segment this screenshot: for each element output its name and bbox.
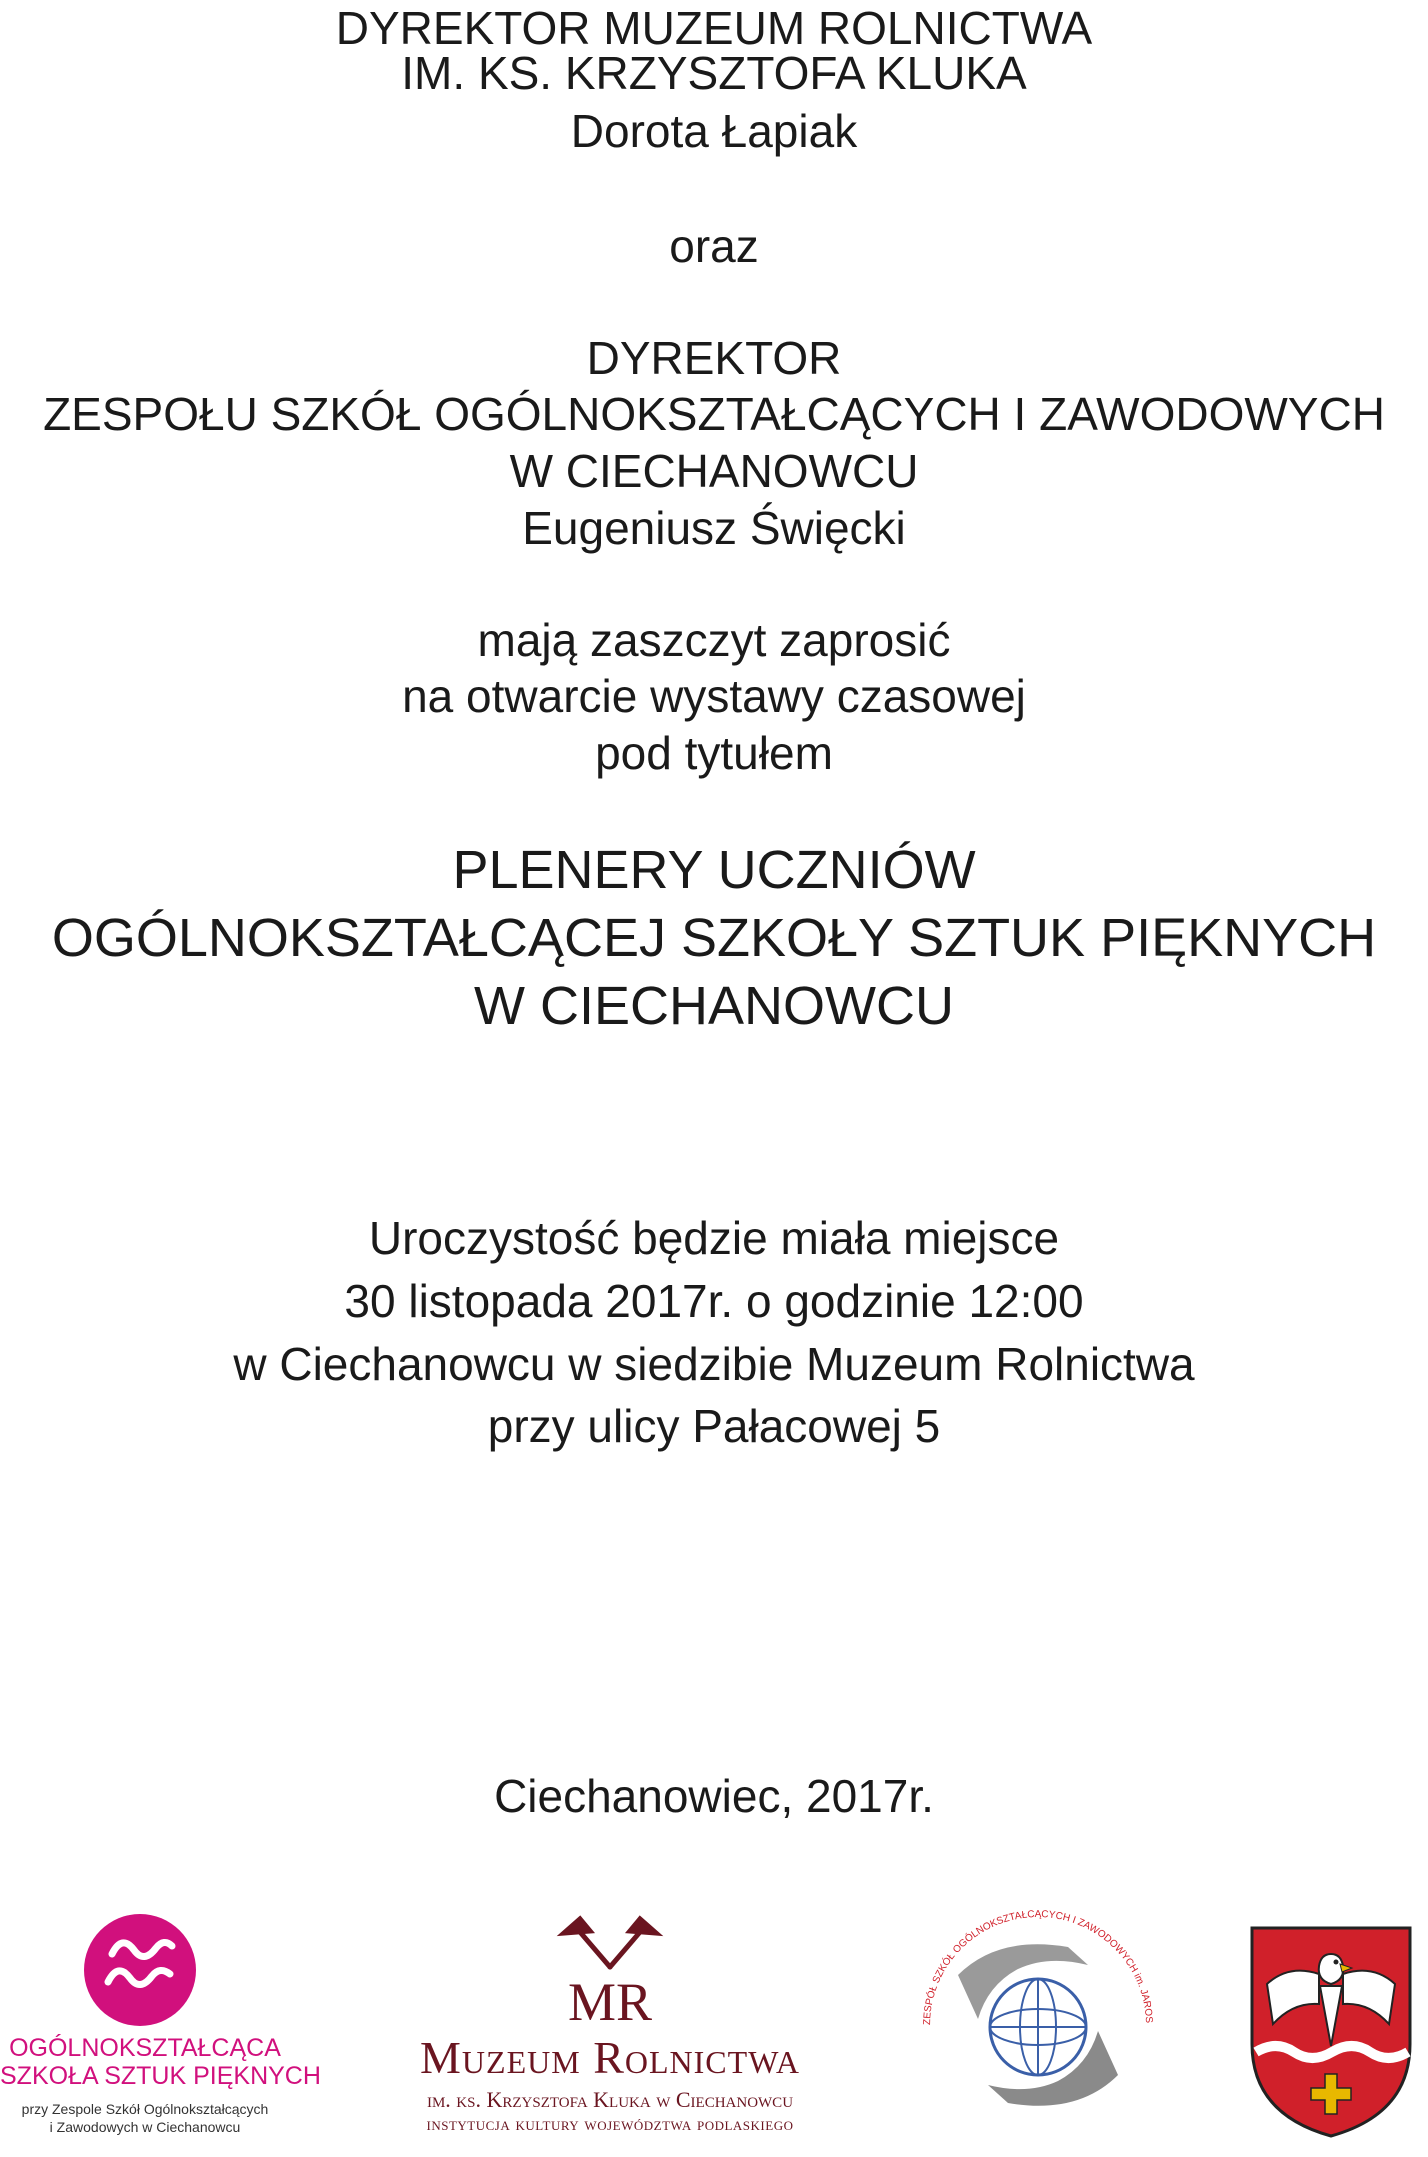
art-school-sub-line-2: i Zawodowych w Ciechanowcu xyxy=(49,2119,241,2135)
school-director-title: DYREKTOR xyxy=(586,332,842,384)
museum-director-title: DYREKTOR MUZEUM ROLNICTWA xyxy=(335,2,1093,54)
details-line-3: w Ciechanowcu w siedzibie Muzeum Rolnictwa xyxy=(233,1338,1195,1390)
museum-windmill-logo-icon xyxy=(550,1915,670,2035)
museum-director-name: Dorota Łapiak xyxy=(570,105,858,157)
museum-patron-line: im. ks. Krzysztofa Kluka w Ciechanowcu xyxy=(426,2087,794,2112)
school-complex-logo xyxy=(918,1905,1158,2145)
art-school-name-line-1: OGÓLNOKSZTAŁCĄCA xyxy=(9,2034,281,2062)
museum-monogram: MR xyxy=(567,1972,653,2032)
museum-logo xyxy=(370,1915,850,2157)
details-line-4: przy ulicy Pałacowej 5 xyxy=(487,1400,941,1452)
school-director-name: Eugeniusz Święcki xyxy=(522,502,906,554)
art-school-name-line-2: SZKOŁA SZTUK PIĘKNYCH xyxy=(0,2062,321,2090)
school-name-line-1: ZESPOŁU SZKÓŁ OGÓLNOKSZTAŁCĄCYCH I ZAWODOWYCH xyxy=(43,388,1385,440)
coat-of-arms-eagle-cross-icon xyxy=(1248,1924,1414,2140)
school-globe-hands-logo-icon xyxy=(918,1905,1158,2145)
coat-of-arms xyxy=(1248,1924,1414,2140)
intro-line-2: na otwarcie wystawy czasowej xyxy=(402,670,1026,722)
details-line-2: 30 listopada 2017r. o godzinie 12:00 xyxy=(344,1275,1084,1327)
art-school-logo xyxy=(0,1910,321,2157)
conjunction: oraz xyxy=(669,220,759,272)
intro-line-1: mają zaszczyt zaprosić xyxy=(477,614,951,666)
museum-institution-line: instytucja kultury województwa podlaskiego xyxy=(426,2114,794,2135)
museum-name: Muzeum Rolnictwa xyxy=(420,2032,800,2083)
school-complex-ring-text: ZESPÓŁ SZKÓŁ OGÓLNOKSZTAŁCĄCYCH I ZAWODOWYCH im. JAROS xyxy=(921,1908,1155,2026)
school-name-line-2: W CIECHANOWCU xyxy=(509,445,919,497)
details-line-1: Uroczystość będzie miała miejsce xyxy=(368,1212,1060,1264)
place-date: Ciechanowiec, 2017r. xyxy=(494,1770,934,1822)
exhibition-title-line-3: W CIECHANOWCU xyxy=(474,976,954,1036)
art-school-logo-icon xyxy=(82,1912,198,2028)
museum-director-title-2: IM. KS. KRZYSZTOFA KLUKA xyxy=(401,47,1027,99)
exhibition-title-line-2: OGÓLNOKSZTAŁCĄCEJ SZKOŁY SZTUK PIĘKNYCH xyxy=(51,908,1377,968)
intro-line-3: pod tytułem xyxy=(595,727,833,779)
exhibition-title-line-1: PLENERY UCZNIÓW xyxy=(452,840,976,900)
art-school-sub-line-1: przy Zespole Szkół Ogólnokształcących xyxy=(21,2101,269,2117)
